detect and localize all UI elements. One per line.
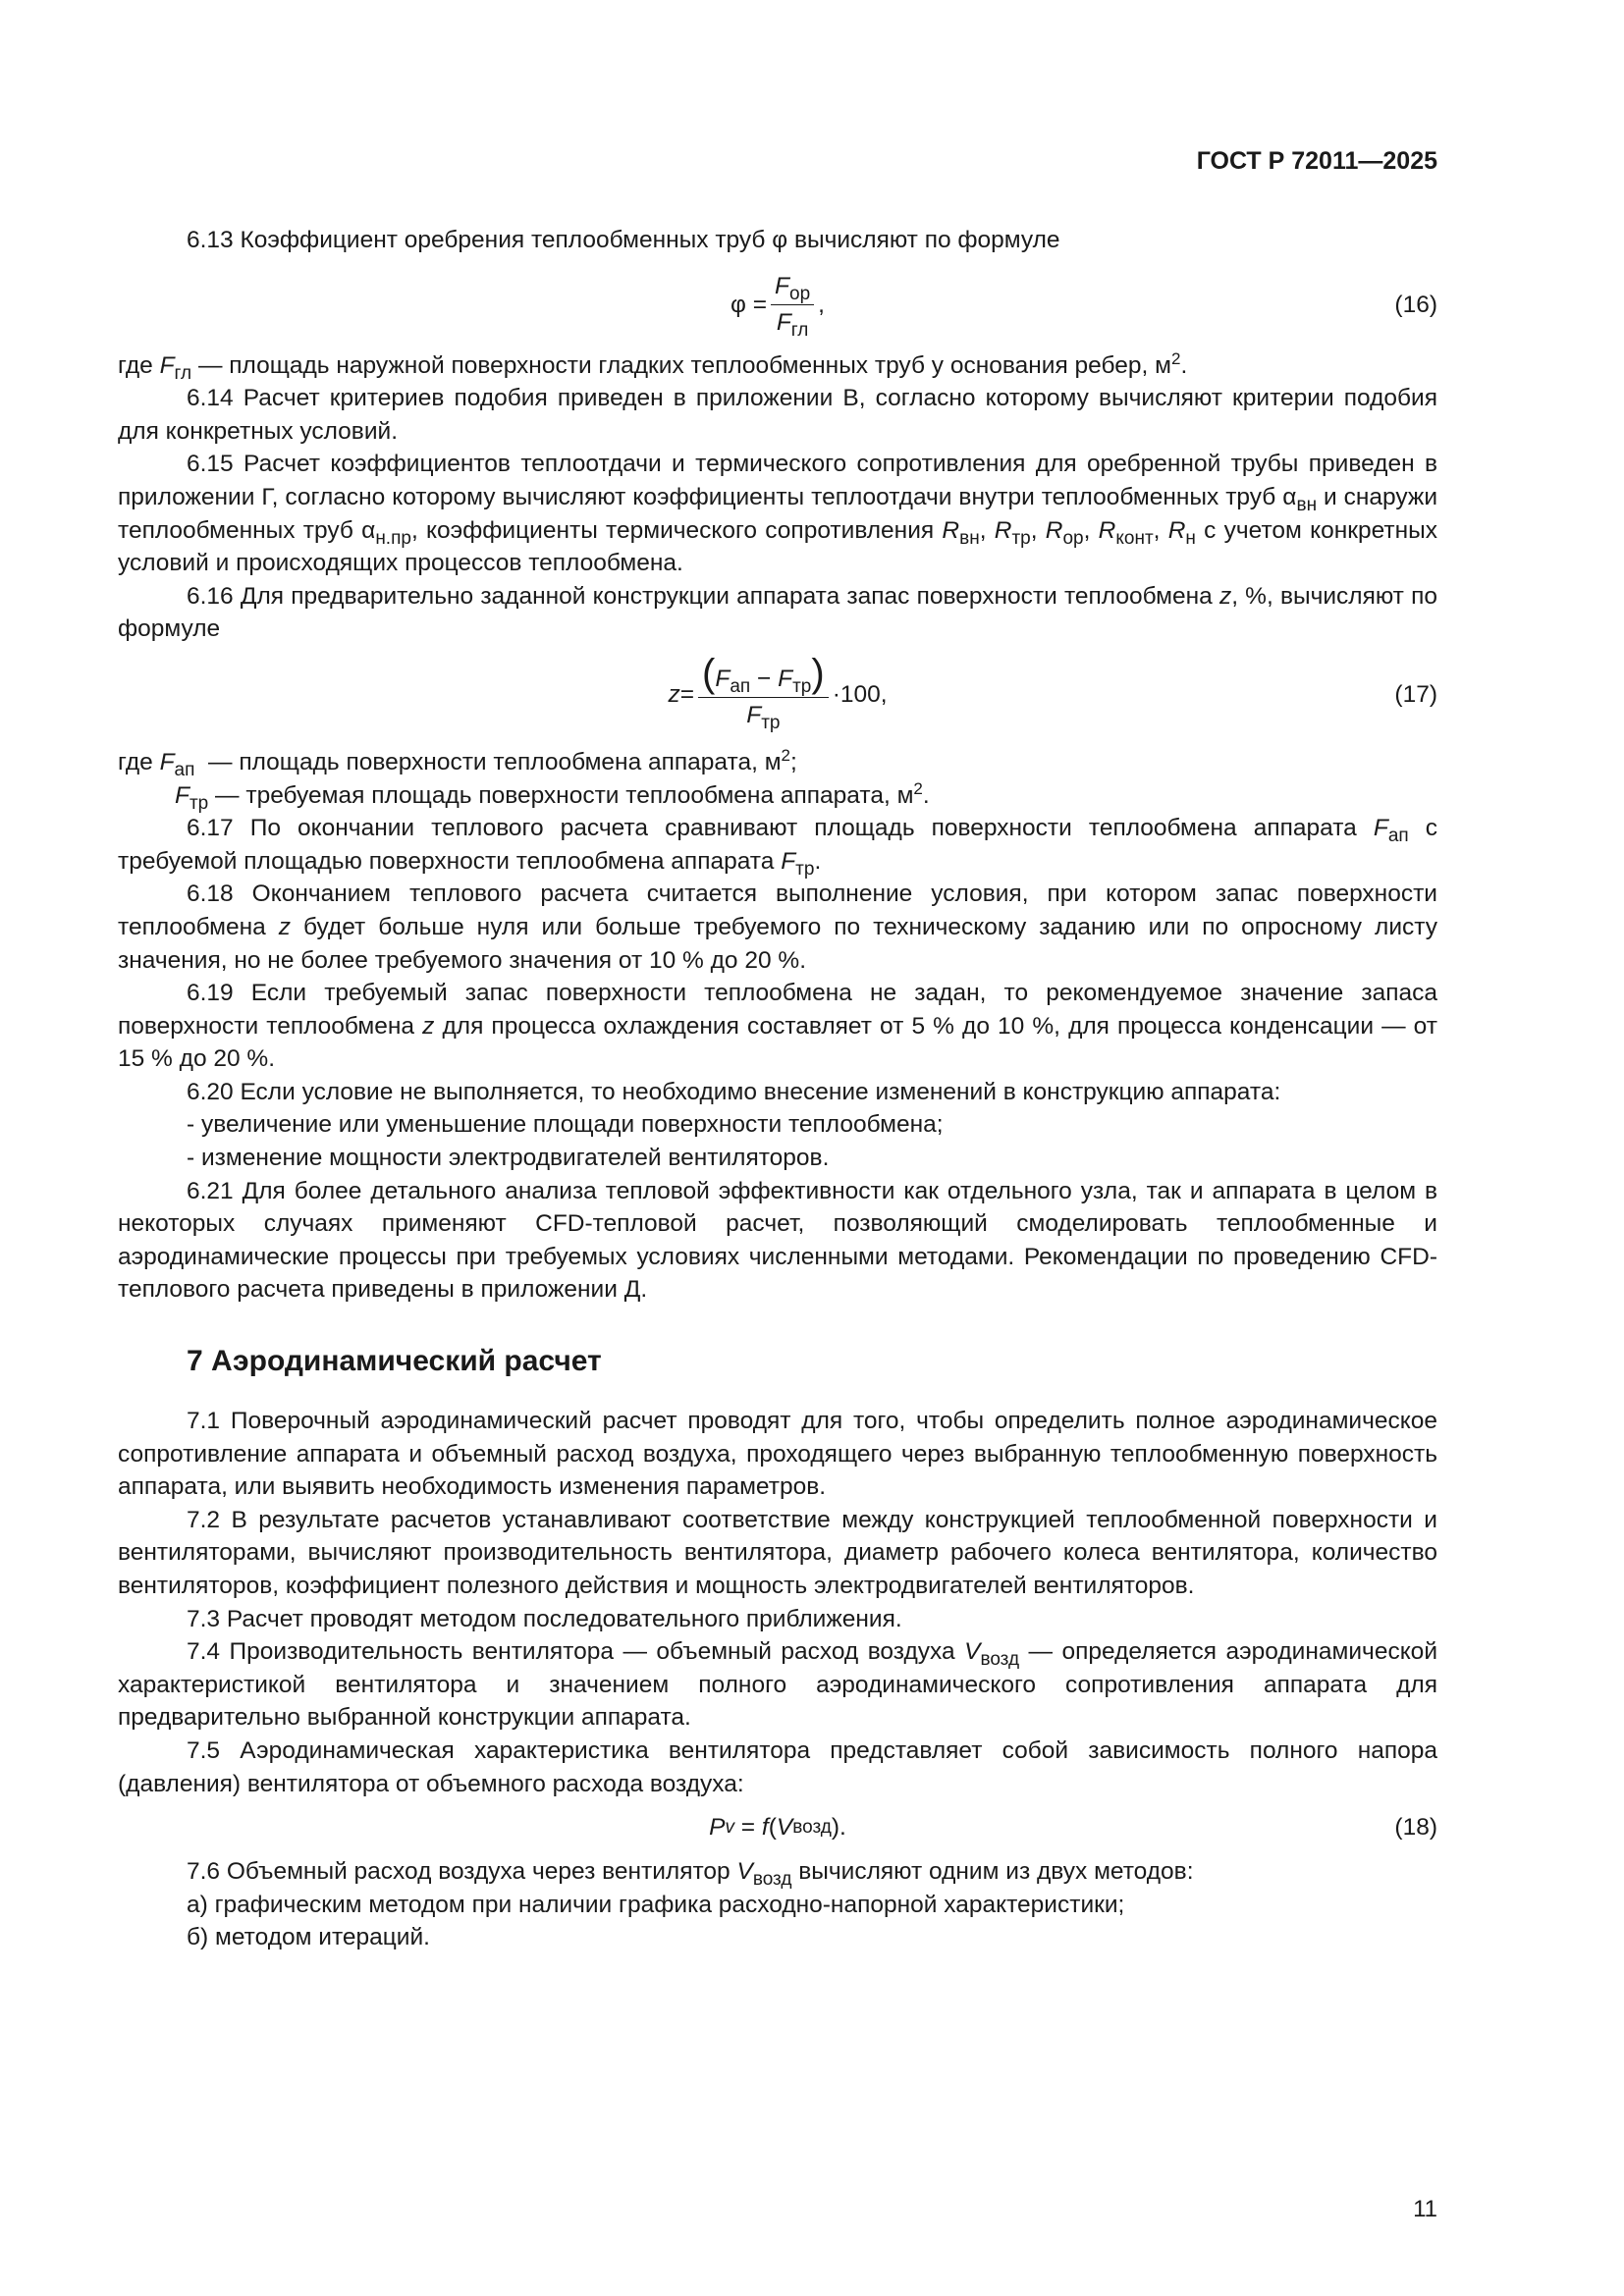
main-content: [118, 224, 1437, 1954]
formula-18: P v = f ( V возд ). (18): [118, 1804, 1437, 1851]
formula-16-lhs: φ =: [731, 291, 768, 318]
clause-7-4: 7.4 Производительность вентилятора — объемный расход воздуха $V_{возд}$ — определяется аэродинамической характеристикой вентилятора и значением полного аэродинамического сопротивления аппарата для предварительно выбранной конструкции аппарата.: [118, 1638, 1437, 1732]
section-7-heading: 7 Аэродинамический расчет: [187, 1345, 602, 1378]
clause-7-3: 7.3 Расчет проводят методом последовательного приближения.: [187, 1605, 902, 1632]
clause-6-17: 6.17 По окончании теплового расчета сравнивают площадь поверхности теплообмена аппарата $F_{ап}$ с требуемой площадью поверхности теплообмена аппарата $F_{тр}$.: [118, 815, 1437, 880]
clause-6-15: 6.15 Расчет коэффициентов теплоотдачи и термического сопротивления для оребренной трубы приведен в приложении Г, согласно которому вычисляют коэффициенты теплоотдачи внутри теплообменных труб $\alpha_{вн}$ и снаружи теплообменных труб $\alpha_{н.пр}$, коэффициенты термического сопротивления $R_{вн}$, $R_{тр}$, $R_{ор}$, $R_{конт}$, $R_н$ с учетом конкретных условий и происходящих процессов теплообмена.: [118, 451, 1438, 577]
clause-7-6: 7.6 Объемный расход воздуха через вентилятор $V_{возд}$ вычисляют одним из двух методов:: [187, 1858, 1194, 1891]
formula-17-number: (17): [1394, 681, 1437, 709]
clause-6-14: 6.14 Расчет критериев подобия приведен в приложении В, согласно которому вычисляют критерии подобия для конкретных условий.: [118, 385, 1437, 445]
clause-7-6-item: а) графическим методом при наличии графика расходно-напорной характеристики;: [187, 1891, 1125, 1918]
formula-16: φ = $\frac{F_{ор}}{F_{гл}}$ , (16): [731, 273, 1437, 342]
clause-6-13: 6.13 Коэффициент оребрения теплообменных труб φ вычисляют по формуле: [187, 227, 1060, 253]
clause-7-2: 7.2 В результате расчетов устанавливают соответствие между конструкцией теплообменной поверхности и вентиляторами, вычисляют производительность вентилятора, диаметр рабочего колеса вентилятора, количество вентиляторов, коэффициент полезного действия и мощность электродвигателей вентиляторов.: [118, 1506, 1437, 1599]
clause-6-16: 6.16 Для предварительно заданной конструкции аппарата запас поверхности теплообмена z, %, вычисляют по формуле: [118, 582, 1437, 643]
clause-6-20-item: - увеличение или уменьшение площади поверхности теплообмена;: [187, 1111, 944, 1139]
formula-18-number: (18): [1394, 1814, 1437, 1842]
formula-17-fraction: $\frac{(F_{ап} - F_{тр})}{F_{тр}}$: [698, 659, 829, 731]
clause-6-19: 6.19 Если требуемый запас поверхности теплообмена не задан, то рекомендуемое значение запаса поверхности теплообмена z для процесса охлаждения составляет от 5 % до 10 %, для процесса конденсации — от 15 % до 20 %.: [118, 980, 1437, 1073]
clause-6-21: 6.21 Для более детального анализа тепловой эффективности как отдельного узла, так и аппарата в целом в некоторых случаях применяют CFD-тепловой расчет, позволяющий смоделировать теплообменные и аэродинамические процессы при требуемых условиях численными методами. Рекомендации по проведению CFD-теплового расчета приведены в приложении Д.: [118, 1177, 1437, 1304]
where-17-line-1: где $F_{ап}$ — площадь поверхности теплообмена аппарата, $м^2$;: [118, 745, 797, 780]
clause-6-20: 6.20 Если условие не выполняется, то необходимо внесение изменений в конструкцию аппарата:: [187, 1078, 1281, 1105]
clause-6-20-item: - изменение мощности электродвигателей вентиляторов.: [187, 1145, 830, 1172]
formula-16-fraction: $\frac{F_{ор}}{F_{гл}}$: [771, 271, 814, 339]
clause-7-6-item: б) методом итераций.: [187, 1924, 430, 1951]
clause-6-18: 6.18 Окончанием теплового расчета считается выполнение условия, при котором запас поверхности теплообмена z будет больше нуля или больше требуемого по техническому заданию или по опросному листу значения, но не более требуемого значения от 10 % до 20 %.: [118, 881, 1437, 974]
clause-7-1: 7.1 Поверочный аэродинамический расчет проводят для того, чтобы определить полное аэродинамическое сопротивление аппарата и объемный расход воздуха, проходящего через выбранную теплообменную поверхность аппарата, или выявить необходимость изменения параметров.: [118, 1408, 1437, 1501]
formula-16-number: (16): [1394, 291, 1437, 318]
document-code-header: ГОСТ Р 72011—2025: [1196, 147, 1437, 175]
where-17-line-2: $F_{тр}$ — требуемая площадь поверхности теплообмена аппарата, $м^2$.: [175, 778, 930, 814]
page-number: 11: [1413, 2196, 1437, 2222]
clause-7-5: 7.5 Аэродинамическая характеристика вентилятора представляет собой зависимость полного напора (давления) вентилятора от объемного расхода воздуха:: [118, 1736, 1437, 1797]
formula-17: z = $\frac{(F_{ап} - F_{тр})}{F_{тр}}$ ·100, (17): [668, 651, 1437, 733]
where-16: где $F_{гл}$ — площадь наружной поверхности гладких теплообменных труб у основания ребер, $м^2$.: [118, 348, 1188, 384]
